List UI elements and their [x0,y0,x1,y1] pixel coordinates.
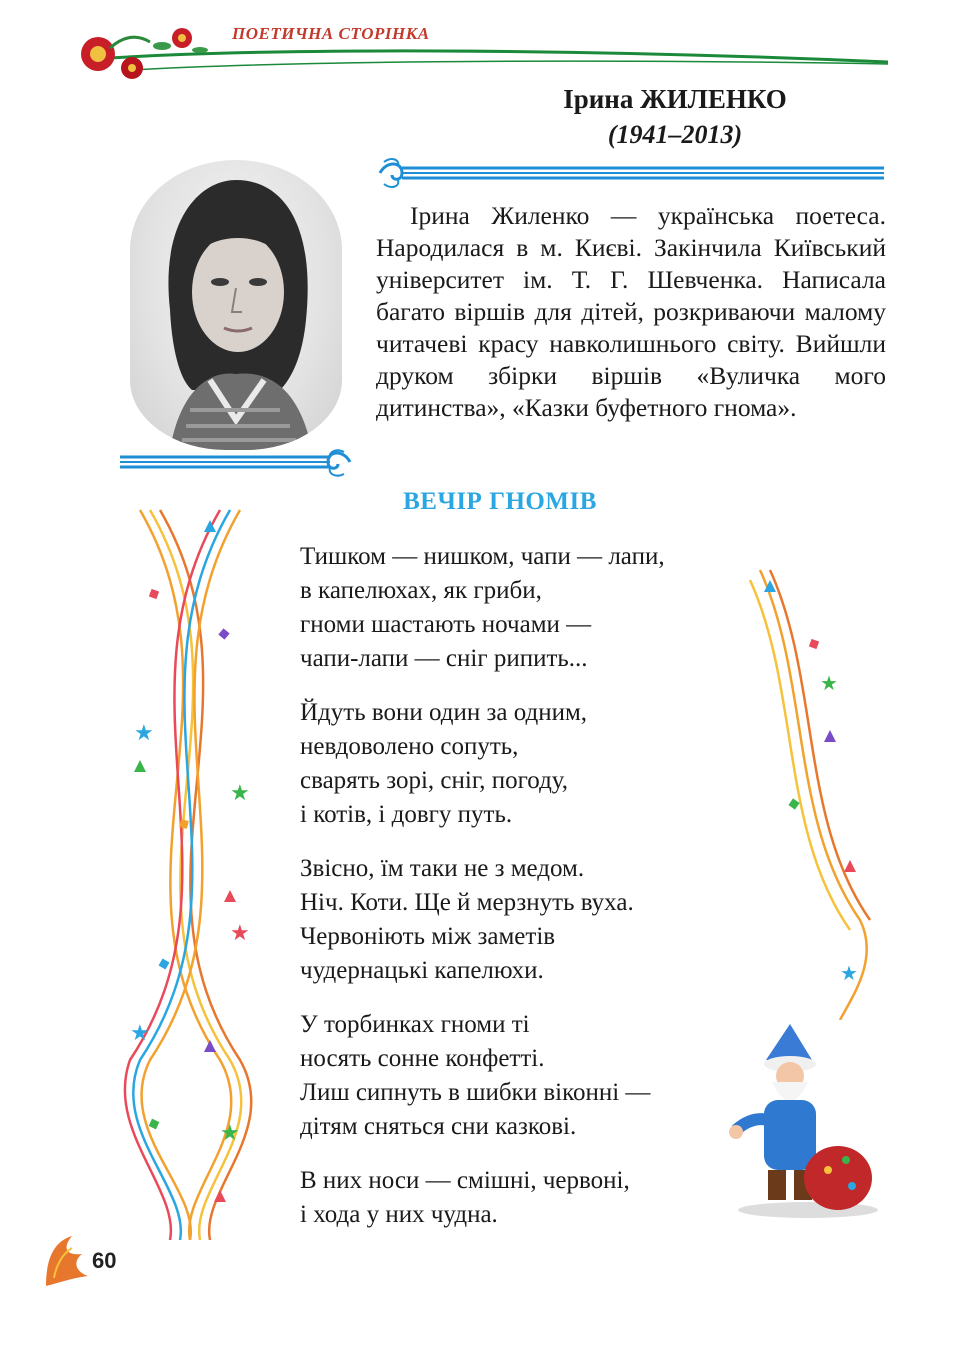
poem-line: гноми шастають ночами — [300,611,592,638]
poem-line: носять сонне конфетті. [300,1045,545,1072]
poem-line: і хода у них чудна. [300,1201,498,1228]
poem-text [300,540,730,1252]
gnome-illustration [728,1020,884,1220]
poem-line: дітям сняться сни казкові. [300,1113,577,1140]
section-label: ПОЕТИЧНА СТОРІНКА [232,24,430,43]
author-bio: Ірина Жиленко — українська поетеса. Народилася в м. Києві. Закінчила Київський університет ім. Т. Г. Шевченка. Написала багато віршів для дітей, розкриваючи малому читачеві красу навколишнього світу. Вийшли друком збірки віршів «Вуличка мого дитинства», «Казки буфетного гнома». [376,201,886,422]
svg-text:★: ★ [130,1020,150,1045]
poem-line: Звісно, їм таки не з медом. [300,855,585,882]
poem-line: чудернацькі капелюхи. [300,957,544,984]
poem-line: Йдуть вони один за одним, [300,699,588,726]
svg-text:★: ★ [220,1120,240,1145]
poem-line: В них носи — смішні, червоні, [300,1167,630,1194]
poem-line: Ніч. Коти. Ще й мерзнуть вуха. [300,889,634,916]
poem-line: чапи-лапи — сніг рипить... [300,645,588,672]
poem-line: Тишком — нишком, чапи — лапи, [300,543,665,570]
svg-text:★: ★ [230,920,250,945]
header-decoration [70,18,890,88]
svg-text:★: ★ [820,673,838,695]
poem-line: У торбинках гноми ті [300,1011,530,1038]
svg-text:★: ★ [230,780,250,805]
poem-line: сварять зорі, сніг, погоду, [300,767,569,794]
author-name: Ірина ЖИЛЕНКО [563,84,787,114]
portrait-photo [130,160,342,450]
left-streamer-decoration [120,500,270,1240]
poem-stanza [300,852,730,988]
right-streamer-decoration [730,560,880,1020]
author-years: (1941–2013) [607,120,743,149]
poem-line: Червоніють між заметів [300,923,556,950]
svg-text:★: ★ [134,720,154,745]
page-number: 60 [92,1248,117,1273]
poem-line: Лиш сипнуть в шибки віконні — [300,1079,651,1106]
author-portrait [130,160,342,450]
poem-line: і котів, і довгу путь. [300,801,513,828]
poem-stanza [300,1164,730,1232]
poem-line: невдоволено сопуть, [300,733,519,760]
poem-stanza [300,540,730,676]
svg-text:★: ★ [840,963,858,985]
poem-line: в капелюхах, як гриби, [300,577,542,604]
poem-stanza [300,696,730,832]
poem-title: ВЕЧІР ГНОМІВ [403,488,597,515]
poem-stanza [300,1008,730,1144]
bottom-ornament [118,448,354,478]
orange-corner-ornament-icon [42,1232,90,1290]
top-ornament [376,156,886,190]
